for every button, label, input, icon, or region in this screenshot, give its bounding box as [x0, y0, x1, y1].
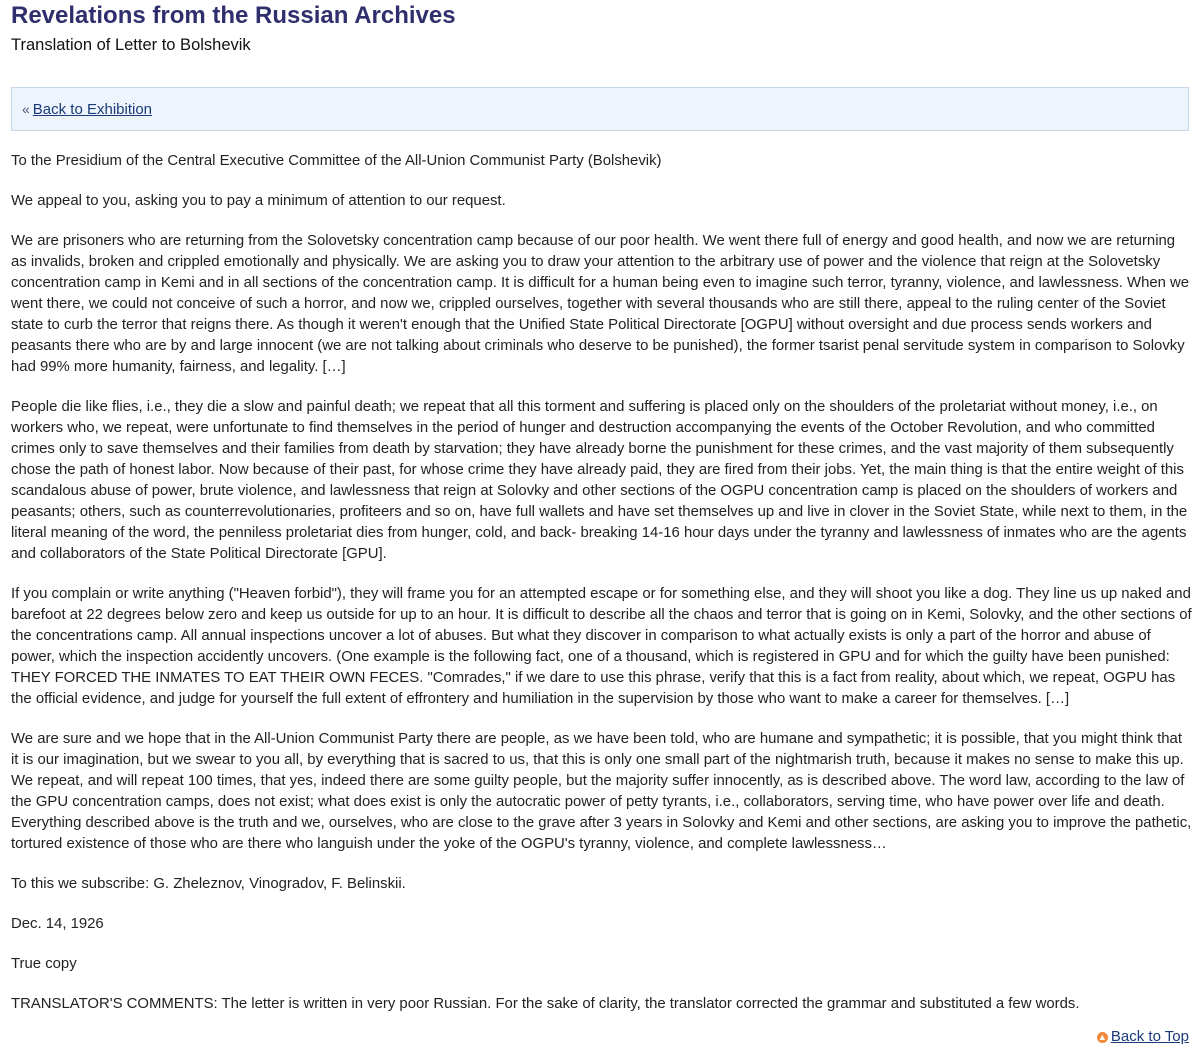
- breadcrumb-nav: [11, 87, 1189, 131]
- back-to-top: [1097, 1028, 1189, 1045]
- letter-paragraph: If you complain or write anything ("Heaven forbid"), they will frame you for an attempted escape or for something else, and they will shoot you like a dog. They line us up naked and barefoot at 22 degrees below zero and keep us outside for up to an hour. It is difficult to describe all the chaos and terror that is going on in Kemi, Solovky, and the other sections of the concentrations camp. All annual inspections uncover a lot of abuses. But what they discover in comparison to what actually exists is only a part of the horror and abuse of power, which the inspection accidently uncovers. (One example is the following fact, one of a thousand, which is registered in GPU and for which the guilty have been punished: THEY FORCED THE INMATES TO EAT THEIR OWN FECES. "Comrades," if we dare to use this phrase, verify that this is a fact from reality, about which, we repeat, OGPU has the official evidence, and judge for yourself the full extent of effrontery and humiliation in the supervision by those who want to make a career for themselves. […]: [11, 586, 1192, 707]
- back-to-exhibition-link[interactable]: Back to Exhibition: [32, 100, 153, 118]
- double-chevron-left-icon: «: [22, 101, 30, 117]
- page-title: Revelations from the Russian Archives: [11, 2, 456, 29]
- back-to-top-link[interactable]: Back to Top: [1110, 1028, 1189, 1045]
- up-arrow-circle-icon: ▲: [1097, 1032, 1107, 1042]
- translator-comments: TRANSLATOR'S COMMENTS: The letter is written in very poor Russian. For the sake of clarity, the translator corrected the grammar and substituted a few words.: [11, 996, 1080, 1012]
- letter-true-copy: True copy: [11, 956, 77, 972]
- letter-paragraph: We are prisoners who are returning from the Solovetsky concentration camp because of our poor health. We went there full of energy and good health, and now we are returning as invalids, broken and crippled emotionally and physically. We are asking you to draw your attention to the arbitrary use of power and the violence that reign at the Solovetsky concentration camp in Kemi and in all sections of the concentration camp. It is difficult for a human being even to imagine such terror, tyranny, violence, and lawlessness. When we went there, we could not conceive of such a horror, and now we, crippled ourselves, together with several thousands who are still there, appeal to the ruling center of the Soviet state to curb the terror that reigns there. As though it weren't enough that the Unified State Political Directorate [OGPU] without oversight and due process sends workers and peasants there who are by and large innocent (we are not talking about criminals who deserve to be punished), the former tsarist penal servitude system in comparison to Solovky had 99% more humanity, fairness, and legality. […]: [11, 233, 1190, 375]
- page-subtitle: Translation of Letter to Bolshevik: [11, 36, 251, 54]
- letter-paragraph: People die like flies, i.e., they die a slow and painful death; we repeat that all this torment and suffering is placed only on the shoulders of the proletariat without money, i.e., on workers who, we repeat, were unfortunate to find themselves in the period of hunger and destruction accompanying the events of the October Revolution, and who committed crimes only to save themselves and their families from death by starvation; they have already borne the punishment for these crimes, and the vast majority of them subsequently chose the path of honest labor. Now because of their past, for whose crime they have already paid, they are fired from their jobs. Yet, the main thing is that the entire weight of this scandalous abuse of power, brute violence, and lawlessness that reign at Solovky and other sections of the OGPU concentration camp is placed on the shoulders of workers and peasants; others, such as counterrevolutionaries, profiteers and so on, have full wallets and have set themselves up and live in clover in the Soviet State, while next to them, in the literal meaning of the word, the penniless proletariat dies from hunger, cold, and back- breaking 14-16 hour days under the tyranny and lawlessness of inmates who are the agents and collaborators of the State Political Directorate [GPU].: [11, 399, 1188, 562]
- letter-paragraph: We appeal to you, asking you to pay a minimum of attention to our request.: [11, 193, 506, 209]
- letter-date: Dec. 14, 1926: [11, 916, 104, 932]
- letter-address: To the Presidium of the Central Executive Committee of the All-Union Communist Party (Bolshevik): [11, 153, 662, 169]
- letter-signatories: To this we subscribe: G. Zheleznov, Vinogradov, F. Belinskii.: [11, 876, 406, 892]
- letter-paragraph: We are sure and we hope that in the All-Union Communist Party there are people, as we have been told, who are humane and sympathetic; it is possible, that you might think that it is our imagination, but we swear to you all, by everything that is sacred to us, that this is only one small part of the nightmarish truth, because it makes no sense to make this up. We repeat, and will repeat 100 times, that yes, indeed there are some guilty people, but the majority suffer innocently, as is described above. The word law, according to the law of the GPU concentration camps, does not exist; what does exist is only the autocratic power of petty tyrants, i.e., collaborators, serving time, who have power over life and death. Everything described above is the truth and we, ourselves, who are close to the grave after 3 years in Solovky and Kemi and other sections, are asking you to improve the pathetic, tortured existence of those who are there who languish under the yoke of the OGPU's tyranny, violence, and complete lawlessness…: [11, 731, 1192, 852]
- letter-body: [11, 151, 1193, 1015]
